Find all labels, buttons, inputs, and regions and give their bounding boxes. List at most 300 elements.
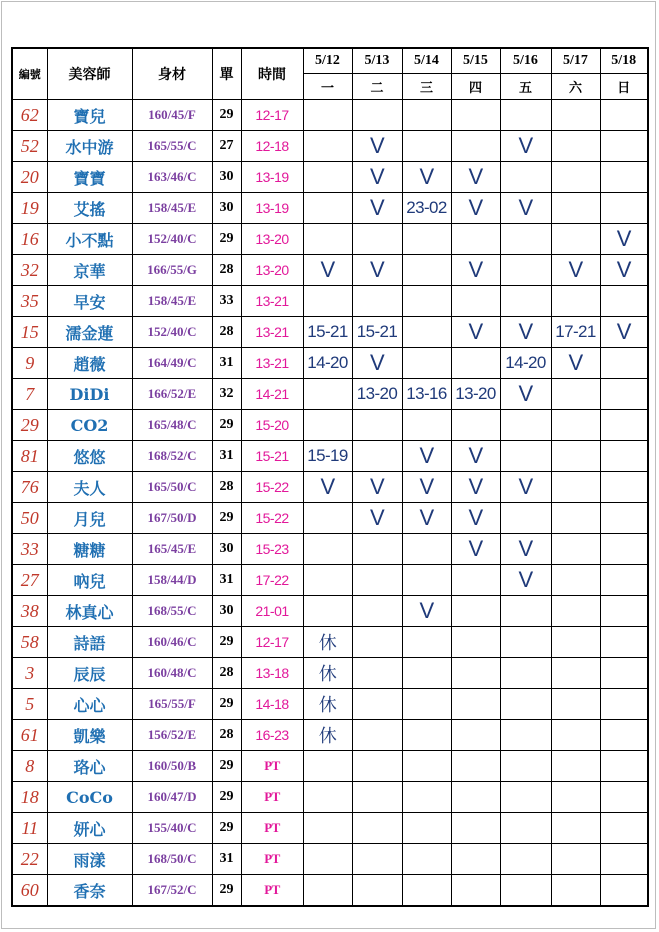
table-row: [12, 100, 648, 131]
name-cell: 心心: [47, 689, 132, 720]
time-cell: 15-21: [241, 441, 303, 472]
count-cell: 29: [212, 875, 241, 907]
body-cell: 160/50/B: [132, 751, 212, 782]
count-cell: 28: [212, 255, 241, 286]
id-cell: 16: [12, 224, 47, 255]
name-cell: 雨漾: [47, 844, 132, 875]
day-cell: [551, 503, 600, 534]
day-cell: [500, 224, 551, 255]
day-cell: [352, 782, 402, 813]
id-cell: 38: [12, 596, 47, 627]
count-cell: 32: [212, 379, 241, 410]
day-cell: 13-20: [352, 379, 402, 410]
header-date: 5/13: [352, 48, 402, 74]
id-cell: 52: [12, 131, 47, 162]
day-cell: [600, 596, 648, 627]
body-cell: 160/45/F: [132, 100, 212, 131]
body-cell: 155/40/C: [132, 813, 212, 844]
header-row-dates: [12, 48, 648, 74]
count-cell: 30: [212, 534, 241, 565]
header-weekday: 六: [551, 74, 600, 100]
day-cell: [352, 596, 402, 627]
id-cell: 60: [12, 875, 47, 907]
count-cell: 29: [212, 751, 241, 782]
day-cell: [451, 627, 500, 658]
header-weekday: 日: [600, 74, 648, 100]
day-cell: 15-21: [303, 317, 352, 348]
table-row: [12, 689, 648, 720]
count-cell: 29: [212, 689, 241, 720]
day-cell: V: [352, 503, 402, 534]
day-cell: V: [402, 441, 451, 472]
id-cell: 35: [12, 286, 47, 317]
name-cell: 京華: [47, 255, 132, 286]
day-cell: [500, 782, 551, 813]
body-cell: 158/45/E: [132, 193, 212, 224]
time-cell: 17-22: [241, 565, 303, 596]
header-weekday: 二: [352, 74, 402, 100]
day-cell: V: [600, 224, 648, 255]
id-cell: 61: [12, 720, 47, 751]
day-cell: [352, 534, 402, 565]
day-cell: [303, 286, 352, 317]
table-row: [12, 534, 648, 565]
day-cell: [500, 162, 551, 193]
day-cell: [303, 596, 352, 627]
day-cell: [402, 813, 451, 844]
day-cell: [551, 534, 600, 565]
name-cell: 趙薇: [47, 348, 132, 379]
name-cell: 水中游: [47, 131, 132, 162]
day-cell: [600, 751, 648, 782]
header-count: 單: [212, 48, 241, 100]
day-cell: [600, 348, 648, 379]
name-cell: DiDi: [47, 379, 132, 410]
body-cell: 168/50/C: [132, 844, 212, 875]
table-row: [12, 875, 648, 907]
day-cell: [451, 720, 500, 751]
name-cell: CoCo: [47, 782, 132, 813]
day-cell: [600, 131, 648, 162]
name-cell: 寶兒: [47, 100, 132, 131]
table-row: [12, 410, 648, 441]
day-cell: [352, 844, 402, 875]
day-cell: [500, 410, 551, 441]
id-cell: 29: [12, 410, 47, 441]
day-cell: [303, 844, 352, 875]
day-cell: [303, 503, 352, 534]
day-cell: [551, 689, 600, 720]
count-cell: 29: [212, 100, 241, 131]
id-cell: 19: [12, 193, 47, 224]
body-cell: 160/46/C: [132, 627, 212, 658]
table-row: [12, 317, 648, 348]
day-cell: [303, 751, 352, 782]
day-cell: V: [402, 503, 451, 534]
day-cell: [551, 100, 600, 131]
day-cell: V: [451, 534, 500, 565]
time-cell: PT: [241, 782, 303, 813]
day-cell: [303, 875, 352, 907]
day-cell: [600, 813, 648, 844]
day-cell: [402, 100, 451, 131]
day-cell: [451, 875, 500, 907]
day-cell: V: [402, 162, 451, 193]
day-cell: 休: [303, 658, 352, 689]
name-cell: CO2: [47, 410, 132, 441]
day-cell: [352, 720, 402, 751]
day-cell: [551, 844, 600, 875]
name-cell: 濡金蓮: [47, 317, 132, 348]
name-cell: 林真心: [47, 596, 132, 627]
table-row: [12, 472, 648, 503]
day-cell: 17-21: [551, 317, 600, 348]
day-cell: [600, 286, 648, 317]
day-cell: [402, 844, 451, 875]
day-cell: V: [451, 317, 500, 348]
name-cell: 吶兒: [47, 565, 132, 596]
time-cell: 13-18: [241, 658, 303, 689]
day-cell: [303, 224, 352, 255]
count-cell: 31: [212, 844, 241, 875]
day-cell: [551, 131, 600, 162]
day-cell: [352, 751, 402, 782]
count-cell: 27: [212, 131, 241, 162]
day-cell: [402, 410, 451, 441]
day-cell: [500, 255, 551, 286]
day-cell: [551, 720, 600, 751]
day-cell: [402, 627, 451, 658]
count-cell: 28: [212, 658, 241, 689]
day-cell: [600, 410, 648, 441]
day-cell: [500, 720, 551, 751]
count-cell: 29: [212, 813, 241, 844]
day-cell: V: [500, 131, 551, 162]
day-cell: [551, 472, 600, 503]
count-cell: 28: [212, 317, 241, 348]
day-cell: [600, 565, 648, 596]
header-weekday: 三: [402, 74, 451, 100]
count-cell: 29: [212, 224, 241, 255]
table-row: [12, 565, 648, 596]
id-cell: 9: [12, 348, 47, 379]
table-row: [12, 720, 648, 751]
day-cell: [352, 565, 402, 596]
day-cell: 休: [303, 720, 352, 751]
day-cell: [451, 286, 500, 317]
body-cell: 160/48/C: [132, 658, 212, 689]
day-cell: V: [451, 503, 500, 534]
table-row: [12, 379, 648, 410]
header-date: 5/18: [600, 48, 648, 74]
day-cell: [303, 379, 352, 410]
day-cell: [451, 782, 500, 813]
day-cell: [551, 751, 600, 782]
day-cell: [500, 813, 551, 844]
body-cell: 164/49/C: [132, 348, 212, 379]
day-cell: [551, 162, 600, 193]
count-cell: 33: [212, 286, 241, 317]
time-cell: 13-20: [241, 255, 303, 286]
id-cell: 32: [12, 255, 47, 286]
day-cell: [551, 565, 600, 596]
time-cell: 15-22: [241, 472, 303, 503]
day-cell: [402, 131, 451, 162]
id-cell: 27: [12, 565, 47, 596]
body-cell: 165/55/F: [132, 689, 212, 720]
id-cell: 20: [12, 162, 47, 193]
header-id: 編號: [12, 48, 47, 100]
day-cell: [352, 441, 402, 472]
id-cell: 8: [12, 751, 47, 782]
day-cell: [451, 596, 500, 627]
day-cell: [303, 813, 352, 844]
id-cell: 15: [12, 317, 47, 348]
name-cell: 艾搖: [47, 193, 132, 224]
table-row: [12, 193, 648, 224]
name-cell: 凱樂: [47, 720, 132, 751]
id-cell: 3: [12, 658, 47, 689]
day-cell: [451, 658, 500, 689]
name-cell: 辰辰: [47, 658, 132, 689]
day-cell: [600, 658, 648, 689]
day-cell: [402, 720, 451, 751]
day-cell: 23-02: [402, 193, 451, 224]
day-cell: [352, 100, 402, 131]
count-cell: 31: [212, 348, 241, 379]
time-cell: 14-21: [241, 379, 303, 410]
day-cell: V: [352, 472, 402, 503]
table-row: [12, 658, 648, 689]
day-cell: [303, 565, 352, 596]
day-cell: [451, 224, 500, 255]
day-cell: [600, 379, 648, 410]
count-cell: 30: [212, 596, 241, 627]
table-row: [12, 844, 648, 875]
body-cell: 165/45/E: [132, 534, 212, 565]
day-cell: [402, 875, 451, 907]
day-cell: V: [500, 565, 551, 596]
name-cell: 寶寶: [47, 162, 132, 193]
day-cell: [551, 627, 600, 658]
body-cell: 166/52/E: [132, 379, 212, 410]
day-cell: V: [600, 317, 648, 348]
day-cell: [500, 751, 551, 782]
schedule-body: [12, 100, 648, 907]
table-row: [12, 813, 648, 844]
day-cell: [352, 658, 402, 689]
day-cell: [500, 503, 551, 534]
day-cell: [451, 751, 500, 782]
time-cell: 13-19: [241, 162, 303, 193]
schedule-table: [11, 47, 649, 907]
day-cell: V: [451, 193, 500, 224]
time-cell: 12-18: [241, 131, 303, 162]
body-cell: 165/50/C: [132, 472, 212, 503]
day-cell: [402, 348, 451, 379]
day-cell: V: [500, 193, 551, 224]
day-cell: V: [600, 255, 648, 286]
day-cell: V: [500, 317, 551, 348]
day-cell: V: [352, 193, 402, 224]
day-cell: [352, 410, 402, 441]
day-cell: 14-20: [500, 348, 551, 379]
body-cell: 158/44/D: [132, 565, 212, 596]
name-cell: 月兒: [47, 503, 132, 534]
day-cell: [451, 410, 500, 441]
day-cell: [600, 503, 648, 534]
day-cell: [600, 875, 648, 907]
day-cell: V: [500, 472, 551, 503]
day-cell: V: [402, 596, 451, 627]
day-cell: [500, 627, 551, 658]
id-cell: 81: [12, 441, 47, 472]
day-cell: V: [451, 472, 500, 503]
time-cell: 13-20: [241, 224, 303, 255]
day-cell: [551, 782, 600, 813]
table-row: [12, 627, 648, 658]
day-cell: [451, 689, 500, 720]
header-weekday: 五: [500, 74, 551, 100]
table-row: [12, 441, 648, 472]
body-cell: 165/48/C: [132, 410, 212, 441]
name-cell: 悠悠: [47, 441, 132, 472]
id-cell: 22: [12, 844, 47, 875]
body-cell: 168/52/C: [132, 441, 212, 472]
header-time: 時間: [241, 48, 303, 100]
table-row: [12, 162, 648, 193]
body-cell: 160/47/D: [132, 782, 212, 813]
day-cell: 休: [303, 689, 352, 720]
id-cell: 7: [12, 379, 47, 410]
day-cell: [600, 472, 648, 503]
name-cell: 早安: [47, 286, 132, 317]
day-cell: [303, 100, 352, 131]
count-cell: 29: [212, 503, 241, 534]
count-cell: 29: [212, 627, 241, 658]
day-cell: [551, 410, 600, 441]
time-cell: 16-23: [241, 720, 303, 751]
time-cell: 15-20: [241, 410, 303, 441]
time-cell: 14-18: [241, 689, 303, 720]
header-date: 5/15: [451, 48, 500, 74]
day-cell: [500, 596, 551, 627]
count-cell: 31: [212, 441, 241, 472]
time-cell: 12-17: [241, 627, 303, 658]
count-cell: 28: [212, 472, 241, 503]
header-date: 5/14: [402, 48, 451, 74]
day-cell: [352, 286, 402, 317]
day-cell: [352, 813, 402, 844]
day-cell: [451, 100, 500, 131]
time-cell: 13-21: [241, 317, 303, 348]
day-cell: [402, 565, 451, 596]
day-cell: [551, 658, 600, 689]
day-cell: [352, 627, 402, 658]
count-cell: 29: [212, 782, 241, 813]
body-cell: 156/52/E: [132, 720, 212, 751]
day-cell: V: [352, 131, 402, 162]
id-cell: 50: [12, 503, 47, 534]
day-cell: [600, 689, 648, 720]
body-cell: 152/40/C: [132, 317, 212, 348]
day-cell: [500, 689, 551, 720]
time-cell: 13-19: [241, 193, 303, 224]
day-cell: V: [352, 255, 402, 286]
day-cell: V: [402, 472, 451, 503]
day-cell: [600, 162, 648, 193]
day-cell: [352, 689, 402, 720]
name-cell: 香奈: [47, 875, 132, 907]
body-cell: 165/55/C: [132, 131, 212, 162]
day-cell: [451, 131, 500, 162]
day-cell: [500, 875, 551, 907]
day-cell: [600, 844, 648, 875]
day-cell: 休: [303, 627, 352, 658]
id-cell: 76: [12, 472, 47, 503]
name-cell: 夫人: [47, 472, 132, 503]
id-cell: 33: [12, 534, 47, 565]
day-cell: [551, 875, 600, 907]
day-cell: [551, 379, 600, 410]
day-cell: [600, 720, 648, 751]
day-cell: [600, 441, 648, 472]
day-cell: [303, 162, 352, 193]
header-weekday: 一: [303, 74, 352, 100]
header-date: 5/12: [303, 48, 352, 74]
day-cell: [402, 751, 451, 782]
count-cell: 30: [212, 162, 241, 193]
body-cell: 167/52/C: [132, 875, 212, 907]
table-row: [12, 751, 648, 782]
table-row: [12, 224, 648, 255]
day-cell: [303, 193, 352, 224]
time-cell: PT: [241, 751, 303, 782]
time-cell: 12-17: [241, 100, 303, 131]
day-cell: [451, 565, 500, 596]
table-row: [12, 782, 648, 813]
time-cell: 15-23: [241, 534, 303, 565]
time-cell: PT: [241, 844, 303, 875]
day-cell: [551, 813, 600, 844]
day-cell: [451, 844, 500, 875]
day-cell: [451, 348, 500, 379]
day-cell: [500, 286, 551, 317]
count-cell: 29: [212, 410, 241, 441]
day-cell: [402, 658, 451, 689]
header-weekday: 四: [451, 74, 500, 100]
day-cell: V: [500, 379, 551, 410]
body-cell: 163/46/C: [132, 162, 212, 193]
time-cell: 13-21: [241, 348, 303, 379]
day-cell: 13-20: [451, 379, 500, 410]
day-cell: [303, 782, 352, 813]
day-cell: [352, 224, 402, 255]
day-cell: V: [451, 162, 500, 193]
day-cell: [303, 410, 352, 441]
table-row: [12, 131, 648, 162]
day-cell: 13-16: [402, 379, 451, 410]
table-row: [12, 255, 648, 286]
day-cell: [500, 100, 551, 131]
body-cell: 167/50/D: [132, 503, 212, 534]
name-cell: 珞心: [47, 751, 132, 782]
day-cell: [500, 441, 551, 472]
day-cell: [402, 689, 451, 720]
time-cell: 21-01: [241, 596, 303, 627]
day-cell: V: [352, 162, 402, 193]
day-cell: V: [551, 255, 600, 286]
